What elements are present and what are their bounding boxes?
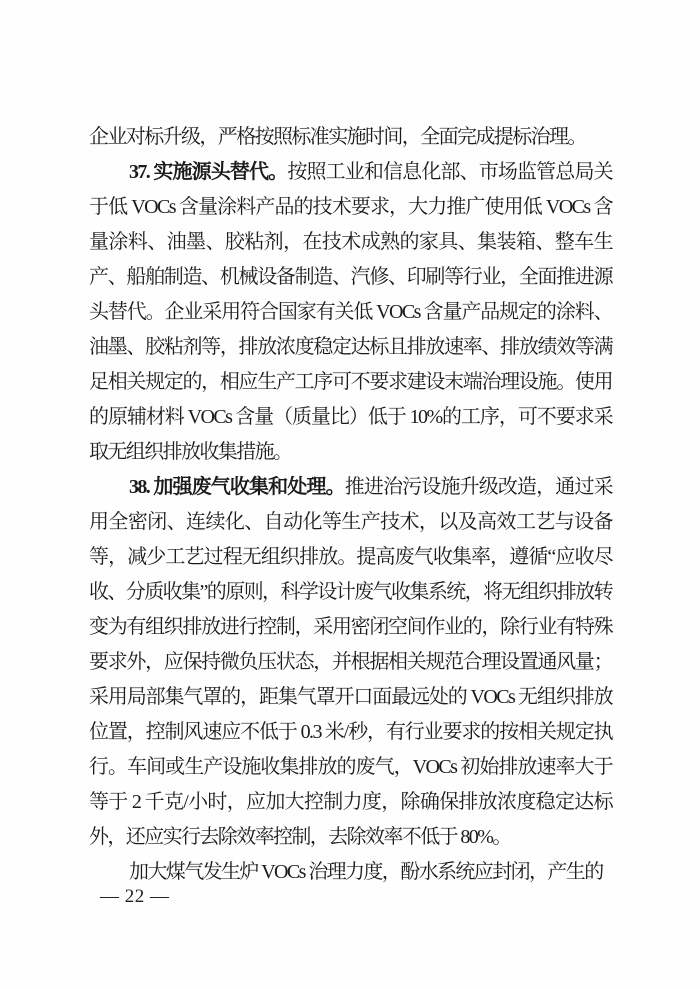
item-37-heading: 37. 实施源头替代。	[129, 161, 288, 183]
document-body	[89, 120, 612, 890]
paragraph-item-38	[89, 470, 612, 855]
paragraph-text: 加大煤气发生炉 VOCs 治理力度，酚水系统应封闭，产生的	[129, 861, 603, 883]
paragraph-gas-furnace	[89, 855, 612, 890]
paragraph-text: 按照工业和信息化部、市场监管总局关于低 VOCs 含量涂料产品的技术要求，大力推广使用低 VOCs 含量涂料、油墨、胶粘剂，在技术成熟的家具、集装箱、整车生产、船舶制造、机械设备制造、汽修、印刷等行业，全面推进源头替代。企业采用符合国家有关低 VOCs 含量产品规定的涂料、油墨、胶粘剂等，排放浓度稳定达标且排放速率、排放绩效等满足相关规定的，相应生产工序可不要求建设末端治理设施。使用的原辅材料 VOCs 含量（质量比）低于 10%的工序，可不要求采取无组织排放收集措施。	[89, 161, 612, 463]
paragraph-item-37	[89, 155, 612, 470]
paragraph-text: 企业对标升级，严格按照标准实施时间，全面完成提标治理。	[89, 126, 586, 148]
page-number: — 22 —	[100, 886, 170, 907]
paragraph-text: 推进治污设施升级改造，通过采用全密闭、连续化、自动化等生产技术，以及高效工艺与设备等，减少工艺过程无组织排放。提高废气收集率，遵循“应收尽收、分质收集”的原则，科学设计废气收集系统，将无组织排放转变为有组织排放进行控制，采用密闭空间作业的，除行业有特殊要求外，应保持微负压状态，并根据相关规范合理设置通风量；采用局部集气罩的，距集气罩开口面最远处的 VOCs 无组织排放位置，控制风速应不低于 0.3 米/秒，有行业要求的按相关规定执行。车间或生产设施收集排放的废气，VOCs 初始排放速率大于等于 2 千克/小时，应加大控制力度，除确保排放浓度稳定达标外，还应实行去除效率控制，去除效率不低于 80%。	[89, 476, 612, 848]
paragraph-continuation	[89, 120, 612, 155]
item-38-heading: 38. 加强废气收集和处理。	[129, 476, 345, 498]
